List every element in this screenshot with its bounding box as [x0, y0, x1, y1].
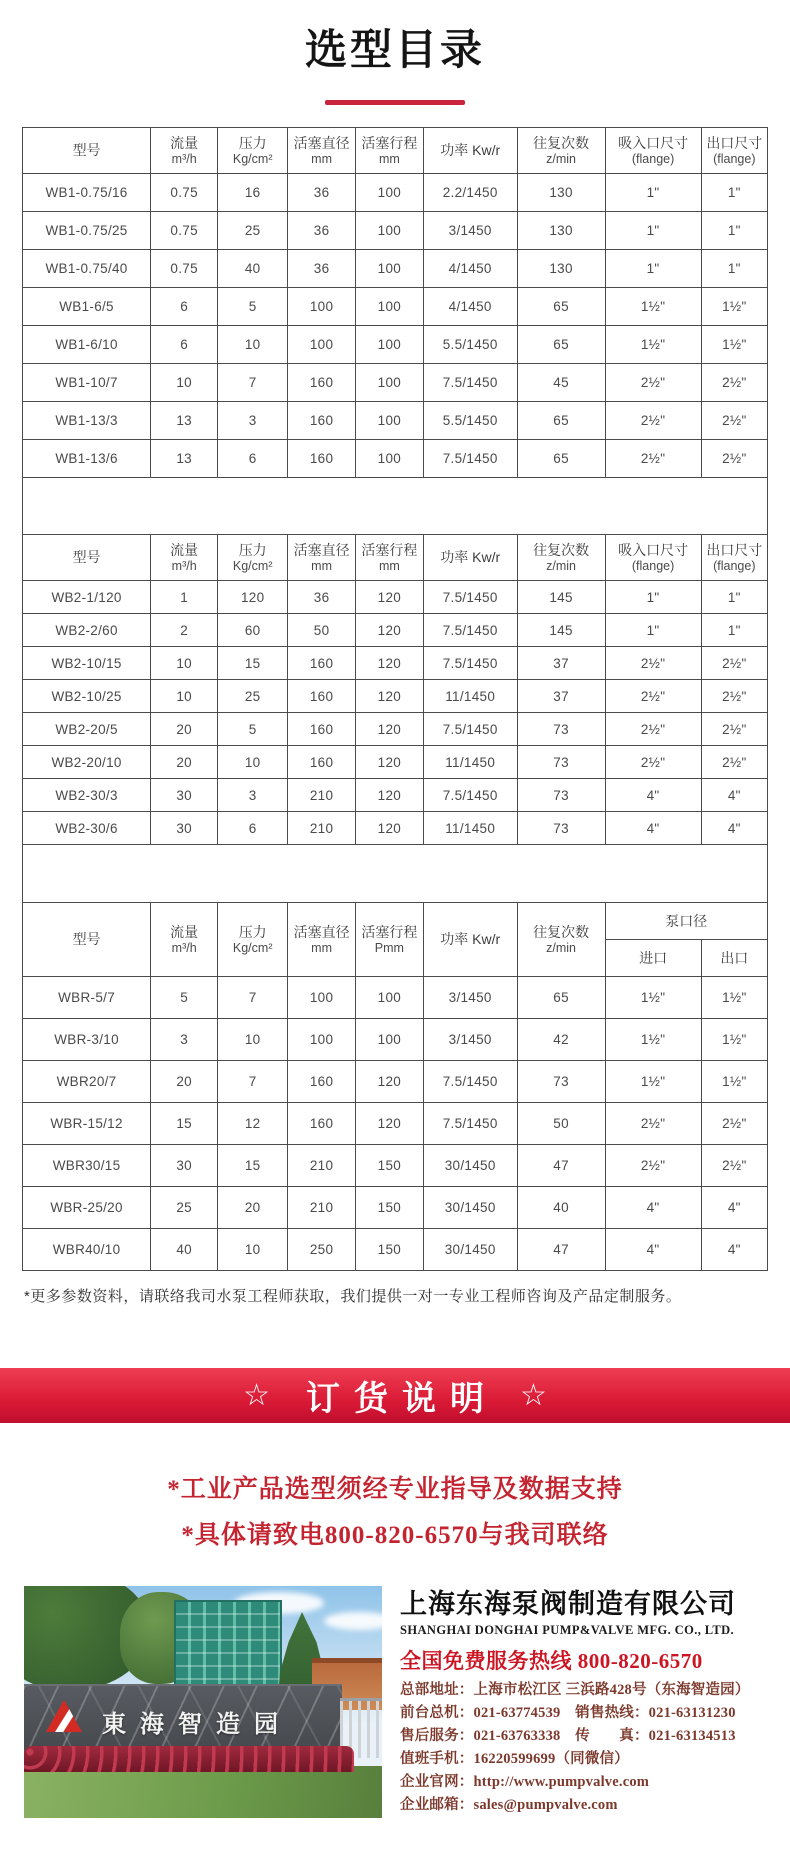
table-cell: 2½": [605, 647, 701, 680]
spec-table-wb1: [22, 127, 768, 478]
table-cell: 100: [355, 364, 423, 402]
table-cell: 36: [288, 174, 356, 212]
table-cell: 150: [355, 1145, 423, 1187]
table-cell: 4": [701, 812, 767, 845]
table-row: [23, 440, 768, 478]
table-cell: 250: [288, 1229, 356, 1271]
col-header: 吸入口尺寸 (flange): [605, 535, 701, 581]
table-cell: 50: [517, 1103, 605, 1145]
table-cell: WB1-0.75/16: [23, 174, 151, 212]
table-cell: WBR-5/7: [23, 977, 151, 1019]
table-cell: WB1-10/7: [23, 364, 151, 402]
table-cell: 150: [355, 1229, 423, 1271]
table-cell: 6: [218, 812, 288, 845]
table-cell: WB2-20/10: [23, 746, 151, 779]
col-header: 活塞行程 mm: [355, 128, 423, 174]
table-cell: 160: [288, 680, 356, 713]
table-cell: 10: [151, 647, 218, 680]
table-cell: 5.5/1450: [423, 326, 517, 364]
col-header: 往复次数 z/min: [517, 903, 605, 977]
table-cell: 2½": [605, 1145, 701, 1187]
table-row: [23, 288, 768, 326]
col-header: 活塞行程 mm: [355, 535, 423, 581]
table-cell: WB2-2/60: [23, 614, 151, 647]
table-row: [23, 1019, 768, 1061]
table-cell: 1½": [605, 326, 701, 364]
col-header: 功率 Kw/r: [423, 535, 517, 581]
table-cell: 20: [151, 713, 218, 746]
table-cell: 20: [151, 746, 218, 779]
table-spacer: [22, 845, 768, 902]
table-cell: 6: [151, 288, 218, 326]
table-cell: 37: [517, 680, 605, 713]
table-cell: 12: [218, 1103, 288, 1145]
notice-line-2: *具体请致电800-820-6570与我司联络: [181, 1522, 609, 1549]
table-cell: 65: [517, 326, 605, 364]
table-cell: 50: [288, 614, 356, 647]
table-cell: 1": [701, 212, 767, 250]
table-cell: 1½": [701, 1019, 767, 1061]
table-cell: 36: [288, 250, 356, 288]
contact-line: 售后服务：021-63763338 传 真：021-63134513: [400, 1728, 736, 1744]
table-cell: 25: [218, 680, 288, 713]
table-cell: 7.5/1450: [423, 440, 517, 478]
table-cell: 13: [151, 402, 218, 440]
table-cell: 160: [288, 647, 356, 680]
contact-line: 企业官网：http://www.pumpvalve.com: [400, 1774, 650, 1790]
table-cell: 73: [517, 779, 605, 812]
table-cell: 2½": [701, 402, 767, 440]
table-row: [23, 1061, 768, 1103]
table-cell: 120: [355, 1061, 423, 1103]
table-row: [23, 364, 768, 402]
table-cell: 45: [517, 364, 605, 402]
table-cell: 1½": [701, 326, 767, 364]
spec-table: [22, 127, 768, 478]
table-cell: 3: [218, 402, 288, 440]
table-cell: WB2-30/3: [23, 779, 151, 812]
table-cell: 4": [605, 812, 701, 845]
table-cell: 1½": [605, 977, 701, 1019]
table-cell: 2½": [605, 680, 701, 713]
table-cell: 2½": [605, 402, 701, 440]
table-cell: 130: [517, 174, 605, 212]
contact-line: 企业邮箱：sales@pumpvalve.com: [400, 1797, 618, 1813]
col-header: 流量 m³/h: [151, 903, 218, 977]
col-header: 压力 Kg/cm²: [218, 903, 288, 977]
table-cell: WB1-13/3: [23, 402, 151, 440]
table-cell: 100: [288, 326, 356, 364]
spec-table-wbr: [22, 902, 768, 1271]
table-row: [23, 581, 768, 614]
star-icon: ☆: [520, 1379, 547, 1412]
col-header: 活塞直径 mm: [288, 535, 356, 581]
col-header: 型号: [23, 903, 151, 977]
table-cell: 1½": [701, 977, 767, 1019]
table-cell: 1": [605, 250, 701, 288]
table-cell: 6: [218, 440, 288, 478]
table-cell: 160: [288, 440, 356, 478]
table-row: [23, 977, 768, 1019]
table-cell: 2: [151, 614, 218, 647]
col-header: 流量 m³/h: [151, 128, 218, 174]
table-cell: WB1-13/6: [23, 440, 151, 478]
table-cell: 2½": [701, 647, 767, 680]
table-row: [23, 250, 768, 288]
table-cell: 1: [151, 581, 218, 614]
table-cell: 210: [288, 812, 356, 845]
table-cell: 37: [517, 647, 605, 680]
table-cell: 210: [288, 1187, 356, 1229]
table-cell: 4/1450: [423, 288, 517, 326]
table-cell: 4": [605, 1187, 701, 1229]
table-cell: 11/1450: [423, 680, 517, 713]
table-cell: 0.75: [151, 174, 218, 212]
col-header: 功率 Kw/r: [423, 128, 517, 174]
table-cell: 100: [355, 250, 423, 288]
table-cell: WBR20/7: [23, 1061, 151, 1103]
table-cell: 5: [218, 288, 288, 326]
notice-line-1: *工业产品选型须经专业指导及数据支持: [167, 1476, 623, 1503]
table-cell: WB1-0.75/40: [23, 250, 151, 288]
table-cell: 100: [355, 326, 423, 364]
table-cell: 25: [218, 212, 288, 250]
table-cell: 40: [151, 1229, 218, 1271]
table-cell: 13: [151, 440, 218, 478]
company-info: [400, 1586, 766, 1818]
service-hotline: 全国免费服务热线 800-820-6570: [400, 1649, 703, 1673]
table-cell: 100: [355, 440, 423, 478]
table-cell: WB1-6/5: [23, 288, 151, 326]
table-cell: 3/1450: [423, 977, 517, 1019]
table-cell: 0.75: [151, 212, 218, 250]
col-header: 出口尺寸 (flange): [701, 535, 767, 581]
table-cell: 20: [151, 1061, 218, 1103]
table-cell: 2½": [605, 746, 701, 779]
table-cell: 36: [288, 212, 356, 250]
table-cell: 2½": [701, 1145, 767, 1187]
table-cell: 4": [605, 779, 701, 812]
table-cell: 130: [517, 212, 605, 250]
table-cell: 7.5/1450: [423, 647, 517, 680]
table-cell: 2½": [701, 713, 767, 746]
table-cell: 3/1450: [423, 212, 517, 250]
table-cell: 120: [355, 713, 423, 746]
table-cell: 10: [151, 680, 218, 713]
table-cell: 1": [701, 581, 767, 614]
table-cell: 73: [517, 812, 605, 845]
table-cell: 2½": [701, 1103, 767, 1145]
contact-lines: [400, 1679, 766, 1817]
table-cell: 2½": [605, 713, 701, 746]
spec-table-wb2: [22, 534, 768, 845]
table-cell: WB2-30/6: [23, 812, 151, 845]
table-cell: WBR40/10: [23, 1229, 151, 1271]
table-row: [23, 812, 768, 845]
table-cell: 30/1450: [423, 1145, 517, 1187]
spec-tables-frame: [22, 127, 768, 1271]
table-cell: WBR30/15: [23, 1145, 151, 1187]
table-cell: 7.5/1450: [423, 1103, 517, 1145]
table-cell: 30: [151, 1145, 218, 1187]
table-cell: 3: [218, 779, 288, 812]
table-row: [23, 1145, 768, 1187]
table-cell: 100: [355, 212, 423, 250]
logo-cut: [52, 1709, 76, 1732]
table-cell: WB2-1/120: [23, 581, 151, 614]
spec-table: [22, 902, 768, 1271]
table-cell: 2½": [701, 440, 767, 478]
table-cell: 160: [288, 364, 356, 402]
table-cell: 7.5/1450: [423, 713, 517, 746]
table-cell: 2½": [605, 364, 701, 402]
col-header: 压力 Kg/cm²: [218, 128, 288, 174]
table-cell: 1": [701, 250, 767, 288]
company-name-en: SHANGHAI DONGHAI PUMP&VALVE MFG. CO., LTD.: [400, 1623, 735, 1637]
table-cell: 1½": [701, 1061, 767, 1103]
table-cell: 145: [517, 581, 605, 614]
table-row: [23, 614, 768, 647]
contact-line: 值班手机：16220599699（同微信）: [400, 1751, 629, 1767]
table-cell: 65: [517, 977, 605, 1019]
table-cell: 7.5/1450: [423, 779, 517, 812]
table-cell: 10: [151, 364, 218, 402]
table-cell: 5: [151, 977, 218, 1019]
table-row: [23, 1229, 768, 1271]
table-cell: 160: [288, 713, 356, 746]
table-cell: 36: [288, 581, 356, 614]
col-header: 活塞直径 mm: [288, 903, 356, 977]
table-row: [23, 174, 768, 212]
table-spacer: [22, 478, 768, 534]
table-row: [23, 779, 768, 812]
contact-line: 前台总机：021-63774539 销售热线：021-63131230: [400, 1705, 736, 1721]
table-cell: WB1-6/10: [23, 326, 151, 364]
table-cell: WBR-25/20: [23, 1187, 151, 1229]
table-cell: WB2-20/5: [23, 713, 151, 746]
table-cell: 120: [355, 1103, 423, 1145]
col-header: 型号: [23, 535, 151, 581]
table-cell: 100: [355, 402, 423, 440]
table-cell: 120: [355, 779, 423, 812]
table-cell: 7.5/1450: [423, 364, 517, 402]
table-cell: WB2-10/25: [23, 680, 151, 713]
col-header: 活塞直径 mm: [288, 128, 356, 174]
page-title: 选型目录: [304, 26, 485, 73]
table-cell: 6: [151, 326, 218, 364]
table-row: [23, 326, 768, 364]
table-cell: 10: [218, 326, 288, 364]
table-cell: 30: [151, 812, 218, 845]
table-cell: 100: [288, 1019, 356, 1061]
col-subheader: 进口: [605, 940, 701, 977]
table-cell: 7: [218, 1061, 288, 1103]
table-cell: 73: [517, 746, 605, 779]
table-cell: 25: [151, 1187, 218, 1229]
col-header: 吸入口尺寸 (flange): [605, 128, 701, 174]
table-cell: 100: [355, 288, 423, 326]
table-cell: 210: [288, 1145, 356, 1187]
table-cell: 4": [701, 1229, 767, 1271]
table-cell: 11/1450: [423, 812, 517, 845]
col-subheader: 出口: [701, 940, 767, 977]
table-cell: 1": [605, 174, 701, 212]
table-row: [23, 1103, 768, 1145]
table-cell: 7: [218, 364, 288, 402]
table-cell: 73: [517, 713, 605, 746]
table-cell: 145: [517, 614, 605, 647]
table-cell: 15: [218, 1145, 288, 1187]
table-cell: 65: [517, 440, 605, 478]
table-cell: 10: [218, 1229, 288, 1271]
footer: [24, 1586, 766, 1818]
col-header: 流量 m³/h: [151, 535, 218, 581]
company-name-cn: 上海东海泵阀制造有限公司: [400, 1589, 736, 1619]
table-cell: 7.5/1450: [423, 581, 517, 614]
table-cell: 150: [355, 1187, 423, 1229]
table-cell: 2½": [701, 680, 767, 713]
table-row: [23, 680, 768, 713]
table-cell: 100: [355, 1019, 423, 1061]
table-cell: 4": [605, 1229, 701, 1271]
table-cell: WB2-10/15: [23, 647, 151, 680]
photo-cloud: [324, 1612, 382, 1630]
contact-line: 总部地址：上海市松江区 三浜路428号（东海智造园）: [400, 1682, 750, 1698]
table-cell: 4": [701, 779, 767, 812]
table-row: [23, 647, 768, 680]
table-row: [23, 212, 768, 250]
table-cell: 2½": [701, 746, 767, 779]
table-cell: 65: [517, 288, 605, 326]
factory-photo: [24, 1586, 382, 1818]
company-logo-icon: [46, 1700, 82, 1732]
sign-text: 東海智造园: [102, 1711, 292, 1738]
table-cell: 0.75: [151, 250, 218, 288]
table-cell: 7.5/1450: [423, 614, 517, 647]
table-cell: 160: [288, 1103, 356, 1145]
table-row: [23, 713, 768, 746]
table-cell: 1": [701, 174, 767, 212]
table-cell: 120: [355, 746, 423, 779]
table-cell: 10: [218, 746, 288, 779]
table-cell: 16: [218, 174, 288, 212]
table-cell: 130: [517, 250, 605, 288]
table-cell: 42: [517, 1019, 605, 1061]
table-cell: WBR-3/10: [23, 1019, 151, 1061]
table-cell: 15: [151, 1103, 218, 1145]
table-row: [23, 1187, 768, 1229]
table-cell: 47: [517, 1145, 605, 1187]
title-underline: [325, 100, 465, 105]
table-cell: 120: [355, 581, 423, 614]
table-cell: 40: [218, 250, 288, 288]
table-cell: 2½": [605, 440, 701, 478]
col-header: 往复次数 z/min: [517, 535, 605, 581]
table-cell: WBR-15/12: [23, 1103, 151, 1145]
table-cell: 1½": [605, 1061, 701, 1103]
table-cell: 100: [355, 977, 423, 1019]
table-cell: 120: [355, 812, 423, 845]
table-cell: 7.5/1450: [423, 1061, 517, 1103]
table-cell: 100: [288, 288, 356, 326]
table-cell: 1": [605, 581, 701, 614]
table-cell: 2.2/1450: [423, 174, 517, 212]
table-cell: 100: [288, 977, 356, 1019]
table-cell: 2½": [605, 1103, 701, 1145]
table-cell: 160: [288, 1061, 356, 1103]
table-cell: 3/1450: [423, 1019, 517, 1061]
table-cell: 1½": [605, 288, 701, 326]
col-header-group: 泵口径: [605, 903, 767, 940]
col-header: 出口尺寸 (flange): [701, 128, 767, 174]
col-header: 往复次数 z/min: [517, 128, 605, 174]
table-cell: 2½": [701, 364, 767, 402]
table-cell: 120: [355, 680, 423, 713]
table-cell: 30/1450: [423, 1187, 517, 1229]
spec-table: [22, 534, 768, 845]
table-cell: 7: [218, 977, 288, 1019]
table-cell: 47: [517, 1229, 605, 1271]
table-row: [23, 746, 768, 779]
banner-title: 订货说明: [306, 1380, 498, 1418]
table-cell: 65: [517, 402, 605, 440]
col-header: 型号: [23, 128, 151, 174]
table-cell: 1": [605, 614, 701, 647]
table-cell: 120: [355, 614, 423, 647]
photo-flower-hedge: [24, 1746, 354, 1772]
table-cell: 3: [151, 1019, 218, 1061]
col-header: 功率 Kw/r: [423, 903, 517, 977]
notice-block: [0, 1467, 790, 1559]
table-cell: 30/1450: [423, 1229, 517, 1271]
table-cell: 160: [288, 746, 356, 779]
order-banner: [0, 1368, 790, 1423]
table-cell: 30: [151, 779, 218, 812]
table-cell: 210: [288, 779, 356, 812]
table-cell: 1½": [701, 288, 767, 326]
photo-sign-wall: [24, 1684, 342, 1754]
table-cell: 120: [218, 581, 288, 614]
col-header: 活塞行程 Pmm: [355, 903, 423, 977]
table-row: [23, 402, 768, 440]
table-cell: 1": [701, 614, 767, 647]
footnote: *更多参数资料，请联络我司水泵工程师获取，我们提供一对一专业工程师咨询及产品定制服务。: [24, 1288, 682, 1305]
table-cell: 4/1450: [423, 250, 517, 288]
table-cell: 11/1450: [423, 746, 517, 779]
table-cell: 100: [355, 174, 423, 212]
table-cell: 5.5/1450: [423, 402, 517, 440]
table-cell: 15: [218, 647, 288, 680]
table-cell: 10: [218, 1019, 288, 1061]
table-cell: 5: [218, 713, 288, 746]
photo-lawn: [24, 1766, 382, 1818]
table-cell: 160: [288, 402, 356, 440]
table-cell: 1½": [605, 1019, 701, 1061]
table-cell: 73: [517, 1061, 605, 1103]
col-header: 压力 Kg/cm²: [218, 535, 288, 581]
star-icon: ☆: [243, 1379, 270, 1412]
table-cell: WB1-0.75/25: [23, 212, 151, 250]
table-cell: 1": [605, 212, 701, 250]
table-cell: 120: [355, 647, 423, 680]
table-cell: 20: [218, 1187, 288, 1229]
table-cell: 60: [218, 614, 288, 647]
table-cell: 40: [517, 1187, 605, 1229]
table-cell: 4": [701, 1187, 767, 1229]
